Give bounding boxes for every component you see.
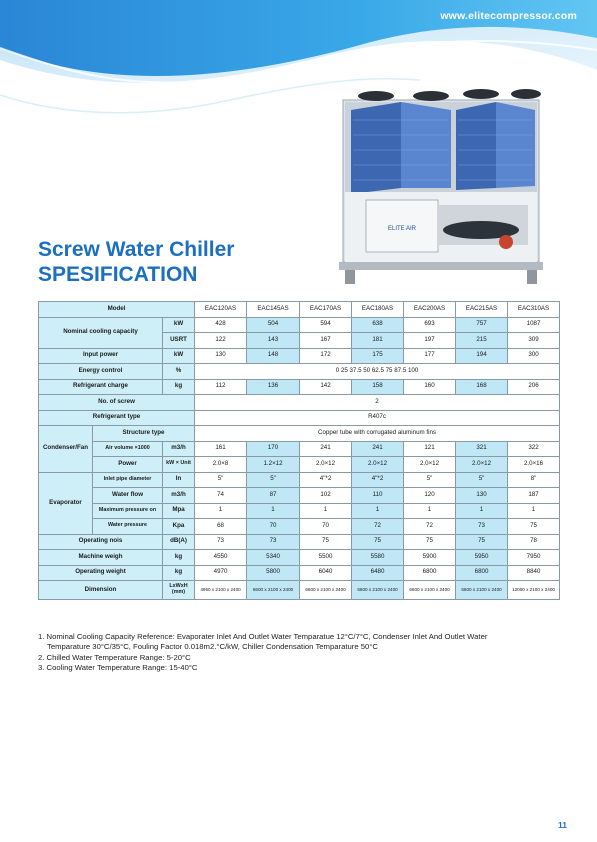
unit-cell: m3/h [163,441,195,457]
row-label: Machine weigh [39,550,163,566]
table-cell: EAC180AS [352,302,404,318]
table-cell: 4"*2 [352,472,404,488]
row-label: Dimension [39,581,163,600]
table-cell: 1.2×12 [247,457,300,473]
table-cell: 75 [352,534,404,550]
table-cell: 120 [404,488,456,504]
table-cell: 4970 [195,565,247,581]
website-url: www.elitecompressor.com [440,10,577,22]
table-cell: 428 [195,317,247,333]
table-cell: 6800 [456,565,508,581]
table-cell: 130 [195,348,247,364]
page-subtitle: SPESIFICATION [38,263,198,286]
table-cell: EAC145AS [247,302,300,318]
table-cell: 170 [247,441,300,457]
table-cell: 1 [404,503,456,519]
table-cell: EAC200AS [404,302,456,318]
unit-cell: dB(A) [163,534,195,550]
table-cell: 5580 [352,550,404,566]
unit-cell: kg [163,379,195,395]
table-cell: EAC215AS [456,302,508,318]
table-cell: 74 [195,488,247,504]
table-cell: 5800 [247,565,300,581]
table-cell: 6480 [352,565,404,581]
table-cell: 6040 [300,565,352,581]
unit-cell: Mpa [163,503,195,519]
row-label: Power [93,457,163,473]
table-cell: 75 [456,534,508,550]
page-number: 11 [558,820,567,830]
unit-cell: LxWxH (mm) [163,581,195,600]
table-cell: 75 [508,519,560,535]
table-cell: 1 [508,503,560,519]
table-cell: 0 25 37.5 50 62.5 75 87.5 100 [195,364,560,380]
table-cell: 87 [247,488,300,504]
table-cell: 215 [456,333,508,349]
table-cell: 112 [195,379,247,395]
table-cell: 102 [300,488,352,504]
table-cell: 73 [247,534,300,550]
table-cell: 175 [352,348,404,364]
table-row-model [39,302,560,318]
row-label: Model [39,302,195,318]
unit-cell: Kpa [163,519,195,535]
table-cell: 72 [404,519,456,535]
table-cell: R407c [195,410,560,426]
table-cell: 6600 x 2100 x 2400 [456,581,508,600]
table-cell: 2 [195,395,560,411]
row-group-label: Evaporator [39,472,93,534]
footnotes [38,632,568,673]
table-cell: 160 [404,379,456,395]
table-cell: 78 [508,534,560,550]
table-cell: 168 [456,379,508,395]
table-cell: 5950 [456,550,508,566]
table-cell: 6800 [404,565,456,581]
table-cell: 142 [300,379,352,395]
table-cell: 7950 [508,550,560,566]
table-row-refrigerant-type [39,410,560,426]
note-1: 1. Nominal Cooling Capacity Reference: Evaporater Inlet And Outlet Water Temparatue 12°C/7°C, Condenser Inlet And Outlet Water [38,632,488,641]
table-row-dimension [39,581,560,600]
row-group-label: Condenser/Fan [39,426,93,473]
unit-cell: kW × Unit [163,457,195,473]
table-cell: EAC310AS [508,302,560,318]
table-cell: 300 [508,348,560,364]
nameplate-label: ELITE AIR [387,226,417,232]
table-cell: 2.0×16 [508,457,560,473]
table-cell: 309 [508,333,560,349]
table-cell: 110 [352,488,404,504]
table-cell: 197 [404,333,456,349]
row-label: No. of screw [39,395,195,411]
row-label: Inlet pipe diameter [93,472,163,488]
chiller-product-image [331,80,549,292]
unit-cell: kg [163,550,195,566]
table-cell: 130 [456,488,508,504]
table-cell: 1 [300,503,352,519]
row-label: Maximum pressure on [93,503,163,519]
table-cell: 5" [456,472,508,488]
row-label: Water flow [93,488,163,504]
row-label: Refrigerant type [39,410,195,426]
unit-cell: kW [163,348,195,364]
table-cell: 241 [300,441,352,457]
table-row-max-pressure [39,503,560,519]
table-cell: 158 [352,379,404,395]
table-cell: 2.0×12 [352,457,404,473]
table-cell: 1 [352,503,404,519]
table-row-condenser-structure [39,426,560,442]
table-cell: 4550 [195,550,247,566]
table-cell: 136 [247,379,300,395]
table-cell: 321 [456,441,508,457]
table-cell: 122 [195,333,247,349]
table-cell: EAC170AS [300,302,352,318]
table-cell: 161 [195,441,247,457]
table-cell: 1 [247,503,300,519]
unit-cell: kg [163,565,195,581]
table-cell: 5500 [300,550,352,566]
table-cell: 121 [404,441,456,457]
table-row-inlet-pipe [39,472,560,488]
row-label: Refrigerant charge [39,379,163,395]
table-cell: 4950 x 2100 x 2400 [195,581,247,600]
unit-cell: USRT [163,333,195,349]
table-cell: 693 [404,317,456,333]
note-1-continued: Temparature 30°C/35°C, Fouling Factor 0.018m2.°C/kW, Chiller Condensation Temparature 50°C [47,642,378,652]
table-cell: 1087 [508,317,560,333]
table-cell: 5340 [247,550,300,566]
row-label: Water pressure [93,519,163,535]
table-cell: 8840 [508,565,560,581]
row-label: Structure type [93,426,195,442]
table-cell: 4"*2 [300,472,352,488]
table-cell: 70 [247,519,300,535]
row-label: Nominal cooling capacity [39,317,163,348]
table-cell: 5900 [404,550,456,566]
table-row-noise [39,534,560,550]
table-row-cooling-kw [39,317,560,333]
page-title: Screw Water Chiller [38,238,235,261]
unit-cell: % [163,364,195,380]
table-cell: 167 [300,333,352,349]
note-3: 3. Cooling Water Temperature Range: 15-40°C [38,662,198,672]
table-cell: 2.0×12 [300,457,352,473]
table-cell: 75 [300,534,352,550]
row-label: Input power [39,348,163,364]
table-cell: 72 [352,519,404,535]
row-label: Operating nois [39,534,163,550]
table-cell: Copper tube with corrugated aluminum fins [195,426,560,442]
unit-cell: m3/h [163,488,195,504]
table-cell: 2.0×12 [456,457,508,473]
specification-table [38,301,560,600]
table-cell: 5" [195,472,247,488]
table-cell: 73 [456,519,508,535]
table-cell: 594 [300,317,352,333]
table-cell: 2.0×8 [195,457,247,473]
table-cell: 177 [404,348,456,364]
table-cell: EAC120AS [195,302,247,318]
table-cell: 6600 x 2100 x 2400 [404,581,456,600]
table-row-machine-weight [39,550,560,566]
table-cell: 148 [247,348,300,364]
table-cell: 68 [195,519,247,535]
unit-cell: kW [163,317,195,333]
table-row-screws [39,395,560,411]
table-cell: 194 [456,348,508,364]
table-cell: 6600 x 2100 x 2400 [300,581,352,600]
table-row-water-pressure [39,519,560,535]
table-cell: 143 [247,333,300,349]
table-row-fan-power [39,457,560,473]
table-cell: 8" [508,472,560,488]
row-label: Operating weight [39,565,163,581]
table-cell: 181 [352,333,404,349]
table-cell: 6600 x 2100 x 2400 [247,581,300,600]
note-2: 2. Chilled Water Temperature Range: 5-20°C [38,652,191,662]
table-cell: 241 [352,441,404,457]
table-row-air-volume [39,441,560,457]
table-cell: 757 [456,317,508,333]
row-label: Energy control [39,364,163,380]
table-cell: 75 [404,534,456,550]
unit-cell: In [163,472,195,488]
table-cell: 5" [404,472,456,488]
table-cell: 504 [247,317,300,333]
row-label: Air volume ×1000 [93,441,163,457]
table-row-energy-control [39,364,560,380]
table-row-operating-weight [39,565,560,581]
table-cell: 70 [300,519,352,535]
table-cell: 2.0×12 [404,457,456,473]
table-cell: 6600 x 2100 x 2400 [352,581,404,600]
table-cell: 206 [508,379,560,395]
table-cell: 73 [195,534,247,550]
table-cell: 5" [247,472,300,488]
table-cell: 638 [352,317,404,333]
table-cell: 1 [195,503,247,519]
table-row-refrigerant-charge [39,379,560,395]
table-row-input-power [39,348,560,364]
table-cell: 322 [508,441,560,457]
table-cell: 172 [300,348,352,364]
table-cell: 187 [508,488,560,504]
table-row-water-flow [39,488,560,504]
table-cell: 1 [456,503,508,519]
table-cell: 12000 x 2100 x 2400 [508,581,560,600]
